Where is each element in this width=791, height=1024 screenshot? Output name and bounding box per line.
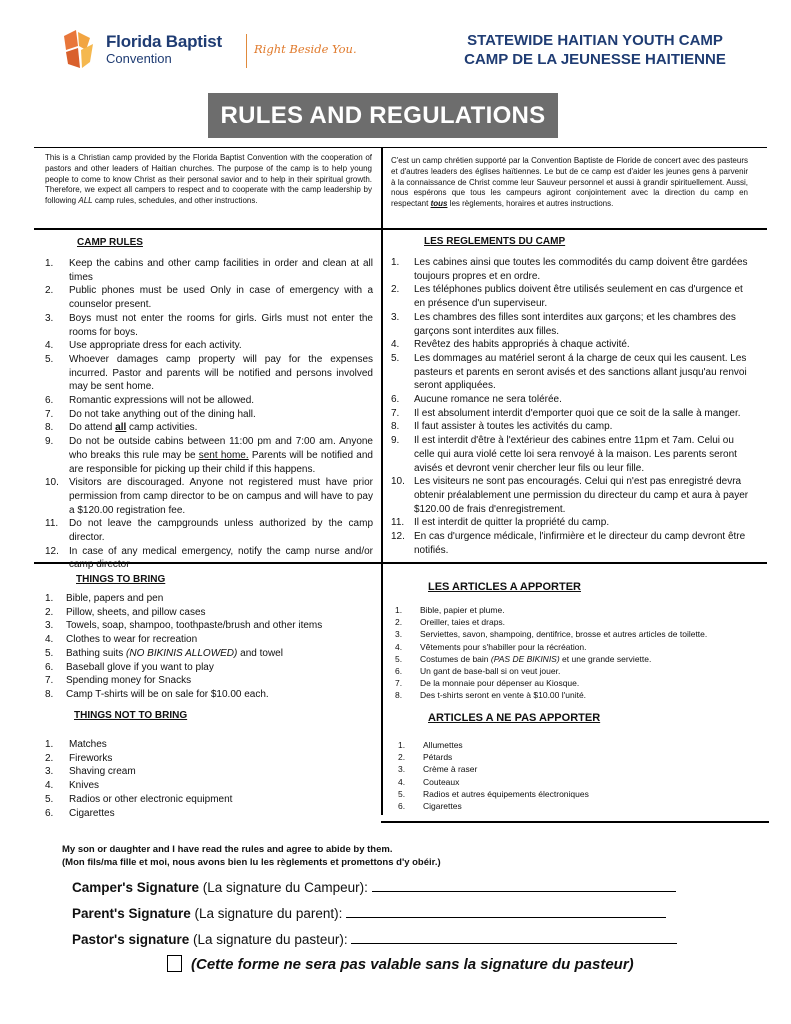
- articles-apporter-title: LES ARTICLES A APPORTER: [428, 581, 581, 593]
- list-item: 3. Towels, soap, shampoo, toothpaste/brush and other items: [45, 620, 323, 632]
- list-item: 8. Il faut assister à toutes les activités du camp.: [391, 421, 613, 433]
- list-item: 2. Pillow, sheets, and pillow cases: [45, 606, 206, 618]
- reglements-title: LES REGLEMENTS DU CAMP: [424, 236, 566, 247]
- list-item: 8. Do attend all camp activities.: [45, 422, 198, 434]
- logo-divider: [246, 34, 247, 68]
- list-item: 11. Do not leave the campgrounds unless authorized by the camp director.: [45, 518, 373, 544]
- reglements-list: [391, 256, 749, 557]
- things-to-bring-list: [45, 592, 375, 702]
- list-item: 3. Crème à raser: [398, 764, 478, 775]
- list-item: 7. Spending money for Snacks: [45, 675, 192, 687]
- list-item: 1. Matches: [45, 739, 107, 750]
- parent-signature-field[interactable]: [346, 905, 666, 918]
- list-item: 6. Cigarettes: [45, 807, 115, 819]
- things-not-to-bring-title: THINGS NOT TO BRING: [74, 710, 188, 721]
- list-item: 7. Do not take anything out of the dining hall.: [45, 408, 256, 420]
- list-item: 5. Bathing suits (NO BIKINIS ALLOWED) and towel: [45, 647, 283, 659]
- list-item: 4. Knives: [45, 780, 100, 792]
- list-item: 1. Bible, papers and pen: [45, 593, 164, 604]
- list-item: 5. Les dommages au matériel seront á la charge de ceux qui les causent. Les pasteurs et parents en seront avisés et des sanctions allant jusqu'au renvoi seront appliquées.: [391, 352, 747, 392]
- list-item: 4. Vêtements pour s'habiller pour la récréation.: [395, 641, 587, 652]
- pastor-signature-label: Pastor's signature: [72, 932, 190, 947]
- parent-signature-row: Parent's Signature (La signature du parent):: [72, 905, 666, 921]
- parent-signature-label: Parent's Signature: [72, 906, 191, 921]
- camper-signature-row: Camper's Signature (La signature du Campeur):: [72, 879, 676, 895]
- camp-title-fr: CAMP DE LA JEUNESSE HAITIENNE: [464, 51, 726, 68]
- list-item: 9. Il est interdit d'être à l'extérieur des cabines entre 11pm et 7am. Celui ou celle qui aura violé cette loi sera renvoyé à la maison. Les parents seront avisés et devront venir chercher leur fils ou leur fille.: [391, 435, 737, 474]
- florida-baptist-logo: [60, 28, 360, 70]
- list-item: 6. Baseball glove if you want to play: [45, 661, 214, 673]
- list-item: 11. Il est interdit de quitter la propriété du camp.: [391, 517, 610, 529]
- list-item: 5. Whoever damages camp property will pay for the expenses incurred. Pastor and parents will be notified and persons involved may be sent home.: [45, 353, 373, 393]
- list-item: 5. Costumes de bain (PAS DE BIKINIS) et une grande serviette.: [395, 653, 652, 664]
- list-item: 3. Les chambres des filles sont interdites aux garçons; et les chambres des garçons sont interdites aux filles.: [391, 311, 736, 337]
- intro-divider: [34, 228, 767, 230]
- list-item: 6. Romantic expressions will not be allowed.: [45, 395, 255, 407]
- list-item: 6. Cigarettes: [398, 801, 462, 812]
- flame-logo-icon: [60, 28, 100, 70]
- articles-apporter-list: [395, 604, 755, 702]
- intro-fr: C'est un camp chrétien supporté par la Convention Baptiste de Floride de concert avec des pasteurs et d'autres leaders des églises haïtiennes. Le but de ce camp est d'aider les jeunes gens à parvenir à la connaissance de Christ comme leur Sauveur personnel et aussi à grandir spirituellement. Aussi, nous espérons que tous les campeurs agiront conjointement avec la direction du camp en respectant tous les règlements, horaires et autres instructions.: [391, 156, 748, 209]
- logo-name: Florida Baptist: [106, 32, 223, 51]
- list-item: 4. Revêtez des habits appropriés à chaque activité.: [391, 339, 630, 351]
- camp-title-en: STATEWIDE HAITIAN YOUTH CAMP: [467, 32, 723, 49]
- list-item: 12. En cas d'urgence médicale, l'infirmière et le directeur du camp devront être notifiés.: [391, 531, 746, 556]
- bottom-divider: [381, 821, 769, 823]
- intro-en: This is a Christian camp provided by the Florida Baptist Convention with the cooperation of pastors and other leaders of Haitian churches. The purpose of the camp is to help young people to come to know Christ as their personal savior and to help in their spiritual growth. Therefore, we expect all campers to respect and to cooperate with the camp leadership by following ALL camp rules, schedules, and other instructions.: [45, 153, 372, 206]
- things-to-bring-title: THINGS TO BRING: [76, 574, 166, 585]
- pastor-signature-row: Pastor's signature (La signature du pasteur):: [72, 931, 677, 947]
- list-item: 4. Use appropriate dress for each activity.: [45, 340, 242, 352]
- page-title-banner: RULES AND REGULATIONS: [208, 93, 558, 138]
- things-not-to-bring-list: [45, 738, 375, 820]
- list-item: 5. Radios et autres équipements électroniques: [398, 788, 589, 799]
- agreement-fr: (Mon fils/ma fille et moi, nous avons bien lu les règlements et promettons d'y obéir.): [62, 857, 441, 868]
- camper-signature-field[interactable]: [372, 879, 676, 892]
- logo-sub: Convention: [106, 51, 172, 66]
- list-item: 5. Radios or other electronic equipment: [45, 793, 233, 805]
- list-item: 3. Serviettes, savon, shampoing, dentifrice, brosse et autres articles de toilette.: [395, 629, 708, 640]
- list-item: 8. Des t-shirts seront en vente à $10.00 l'unité.: [395, 690, 587, 701]
- list-item: 1. Bible, papier et plume.: [395, 605, 505, 615]
- articles-ne-pas-apporter-title: ARTICLES A NE PAS APPORTER: [428, 712, 601, 724]
- list-item: 2. Public phones must be used Only in case of emergency with a counselor present.: [45, 285, 373, 311]
- list-item: 4. Couteaux: [398, 776, 460, 787]
- list-item: 3. Boys must not enter the rooms for girls. Girls must not enter the rooms for boys.: [45, 312, 373, 338]
- list-item: 3. Shaving cream: [45, 766, 136, 778]
- list-item: 7. De la monnaie pour dépenser au Kiosque.: [395, 678, 580, 689]
- list-item: 10. Les visiteurs ne sont pas encouragés. Celui qui n'est pas enregistré devra obtenir préalablement une permission du directeur du camp et aura à payer $120.00 de frais d'enregistrement.: [391, 476, 749, 515]
- articles-ne-pas-apporter-list: [398, 739, 738, 812]
- list-item: 6. Un gant de base-ball si on veut jouer.: [395, 666, 561, 677]
- list-item: 2. Pétards: [398, 752, 453, 763]
- agreement-statement: [62, 843, 441, 869]
- list-item: 1. Keep the cabins and other camp facilities in order and clean at all times: [45, 258, 373, 283]
- table-top-border: [34, 147, 767, 148]
- list-item: 2. Fireworks: [45, 752, 113, 764]
- pastor-signature-field[interactable]: [351, 931, 677, 944]
- list-item: 1. Les cabines ainsi que toutes les commodités du camp doivent être gardées toujours propres et en ordre.: [391, 257, 748, 282]
- checkbox[interactable]: [167, 955, 182, 972]
- list-item: 1. Allumettes: [398, 740, 463, 750]
- camp-rules-title: CAMP RULES: [77, 237, 143, 248]
- list-item: 2. Oreiller, taies et draps.: [395, 617, 506, 628]
- list-item: 2. Les téléphones publics doivent être utilisés seulement en cas d'urgence et en présence d'un superviseur.: [391, 284, 743, 310]
- logo-tagline: Right Beside You.: [254, 42, 357, 56]
- camp-title: [440, 31, 750, 69]
- column-divider: [381, 147, 383, 815]
- list-item: 10. Visitors are discouraged. Anyone not registered must have prior permission from camp director to be on campus and will have to pay a $120.00 registration fee.: [45, 477, 373, 516]
- list-item: 8. Camp T-shirts will be on sale for $10.00 each.: [45, 688, 269, 700]
- list-item: 7. Il est absolument interdit d'emporter quoi que ce soit de la salle à manger.: [391, 407, 741, 419]
- list-item: 12. In case of any medical emergency, notify the camp nurse and/or camp director: [45, 545, 373, 571]
- list-item: 6. Aucune romance ne sera tolérée.: [391, 394, 562, 406]
- list-item: 4. Clothes to wear for recreation: [45, 634, 198, 646]
- camp-rules-list: [45, 257, 373, 572]
- agreement-en: My son or daughter and I have read the rules and agree to abide by them.: [62, 844, 393, 855]
- camper-signature-label: Camper's Signature: [72, 880, 199, 895]
- validity-notice: (Cette forme ne sera pas valable sans la signature du pasteur): [167, 955, 634, 973]
- list-item: 9. Do not be outside cabins between 11:00 pm and 7:00 am. Anyone who breaks this rule may be sent home. Parents will be notified and are responsible for picking up their child if this happens.: [45, 436, 373, 475]
